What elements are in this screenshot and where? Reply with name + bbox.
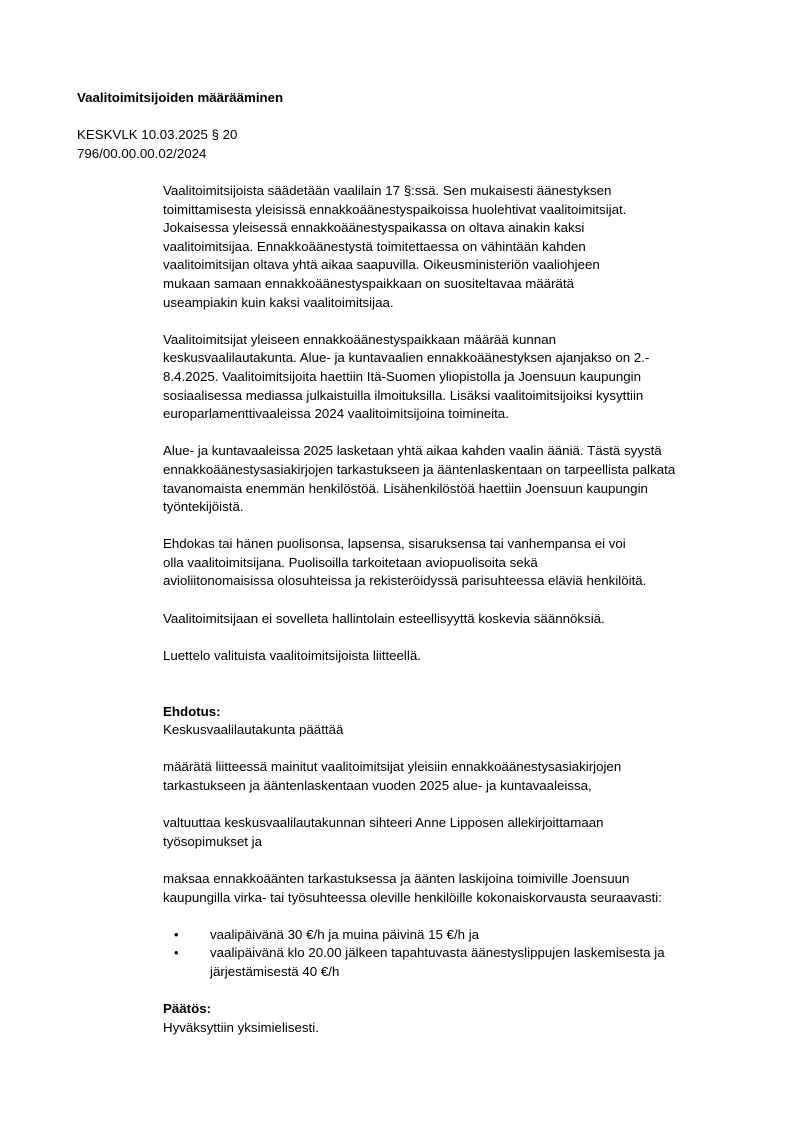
text-line: europarlamenttivaaleissa 2024 vaalitoimitsijoina toimineita. [163, 406, 509, 422]
text-line: Vaalitoimitsijoista säädetään vaalilain 17 §:ssä. Sen mukaisesti äänestyksen [163, 183, 612, 198]
text-line: kaupungilla virka- tai työsuhteessa oleville henkilöille kokonaiskorvausta seuraavasti: [163, 889, 662, 905]
decision-section [163, 1000, 738, 1037]
list-item [163, 926, 738, 945]
paragraph-esteellisyys [163, 610, 738, 629]
list-item [163, 944, 738, 981]
decision-text: Hyväksyttiin yksimielisesti. [163, 1019, 319, 1035]
case-number: 796/00.00.00.02/2024 [77, 145, 207, 161]
paragraph-maaraaminen [163, 331, 738, 424]
page-title: Vaalitoimitsijoiden määrääminen [77, 90, 284, 105]
text-line: tavanomaista enemmän henkilöstöä. Lisähenkilöstöä haettiin Joensuun kaupungin [163, 480, 648, 496]
text-line: valtuuttaa keskusvaalilautakunnan sihteeri Anne Lipposen allekirjoittamaan [163, 815, 604, 831]
text-line: määrätä liitteessä mainitut vaalitoimitsijat yleisiin ennakkoäänestysasiakirjojen [163, 759, 622, 775]
proposal-item [163, 870, 738, 907]
paragraph-ehdokas [163, 535, 738, 591]
text-line: Keskusvaalilautakunta päättää [163, 722, 344, 738]
bullet-icon: • [174, 926, 179, 942]
text-line: useampiakin kuin kaksi vaalitoimitsijaa. [163, 294, 394, 310]
meeting-reference: KESKVLK 10.03.2025 § 20 [77, 127, 238, 142]
text-line: mukaan samaan ennakkoäänestyspaikkaan on suositeltavaa määrätä [163, 275, 574, 291]
text-line: järjestämisestä 40 €/h [210, 963, 340, 979]
text-line: toimittamisesta yleisissä ennakkoäänestyspaikoissa huolehtivat vaalitoimitsijat. [163, 201, 627, 217]
text-line: Vaalitoimitsijaan ei sovelleta hallintolain esteellisyyttä koskevia säännöksiä. [163, 610, 605, 626]
reference-block [77, 126, 237, 163]
text-line: vaalitoimitsijan oltava yhtä aikaa saapuvilla. Oikeusministeriön vaaliohjeen [163, 257, 600, 273]
proposal-intro [163, 721, 738, 740]
text-line: tarkastukseen ja ääntenlaskentaan vuoden 2025 alue- ja kuntavaaleissa, [163, 778, 592, 793]
text-line: maksaa ennakkoäänten tarkastuksessa ja äänten laskijoina toimiville Joensuun [163, 870, 630, 886]
text-line: vaalitoimitsijaa. Ennakkoäänestystä toimitettaessa on vähintään kahden [163, 238, 586, 254]
text-line: Alue- ja kuntavaaleissa 2025 lasketaan yhtä aikaa kahden vaalin ääniä. Tästä syystä [163, 443, 662, 459]
proposal-item [163, 758, 738, 795]
paragraph-vaalitoimitsijat-laki [163, 182, 738, 312]
text-line: työntekijöistä. [163, 499, 244, 515]
decision-heading: Päätös: [163, 1001, 212, 1017]
proposal-heading: Ehdotus: [163, 703, 221, 719]
spacer [163, 684, 738, 703]
document-body [163, 182, 738, 1037]
text-line: vaalipäivänä klo 20.00 jälkeen tapahtuvasta äänestyslippujen laskemisesta ja [210, 945, 665, 961]
proposal-item [163, 814, 738, 851]
text-line: 8.4.2025. Vaalitoimitsijoita haettiin Itä-Suomen yliopistolla ja Joensuun kaupungin [163, 368, 641, 384]
text-line: keskusvaalilautakunta. Alue- ja kuntavaalien ennakkoäänestyksen ajanjakso on 2.- [163, 350, 650, 366]
text-line: Vaalitoimitsijat yleiseen ennakkoäänestyspaikkaan määrää kunnan [163, 331, 556, 347]
paragraph-luettelo [163, 647, 738, 666]
text-line: Luettelo valituista vaalitoimitsijoista liitteellä. [163, 647, 421, 663]
text-line: avioliitonomaisissa olosuhteissa ja rekisteröidyssä parisuhteessa eläviä henkilöitä. [163, 573, 647, 589]
text-line: Ehdokas tai hänen puolisonsa, lapsensa, sisaruksensa tai vanhempansa ei voi [163, 536, 626, 552]
text-line: Jokaisessa yleisessä ennakkoäänestyspaikassa on oltava ainakin kaksi [163, 220, 585, 236]
text-line: sosiaalisessa mediassa julkaistuilla ilmoituksilla. Lisäksi vaalitoimitsijoiksi kysyttiin [163, 387, 644, 403]
paragraph-henkilosto [163, 442, 738, 516]
text-line: työsopimukset ja [163, 833, 263, 849]
proposal-section [163, 703, 738, 982]
text-line: vaalipäivänä 30 €/h ja muina päivinä 15 €/h ja [210, 926, 480, 942]
text-line: ennakkoäänestysasiakirjojen tarkastukseen ja ääntenlaskentaan on tarpeellista palkata [163, 461, 676, 477]
text-line: olla vaalitoimitsijana. Puolisoilla tarkoitetaan aviopuolisoita sekä [163, 554, 538, 570]
bullet-icon: • [174, 945, 179, 961]
compensation-list [163, 926, 738, 982]
